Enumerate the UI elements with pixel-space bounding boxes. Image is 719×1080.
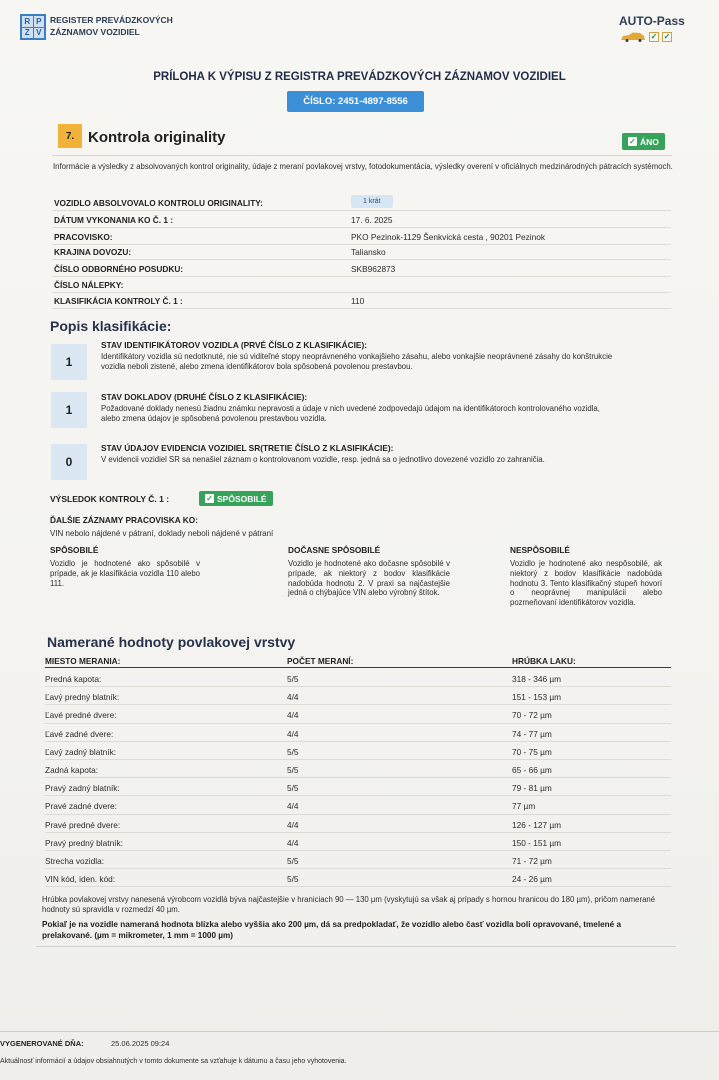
detail-row — [53, 292, 671, 309]
legend-heading: SPÔSOBILÉ — [50, 545, 99, 555]
measurement-location: Ľavé predné dvere: — [45, 710, 117, 721]
generated-value: 25.06.2025 09:24 — [111, 1039, 170, 1048]
legend-text: Vozidlo je hodnotené ako dočasne spôsobilé v prípade, ak niektorý z bodov klasifikácie nadobúda hodnotu 2. V praxi sa najčastejšie jedná o chýbajúce VIN alebo výrobný štítok. — [288, 559, 450, 598]
measurement-location: Pravé predné dvere: — [45, 819, 121, 830]
classification-text: Identifikátory vozidla sú nedotknuté, nie sú viditeľné stopy neoprávneného vonkajšieho zásahu, alebo vonkajšie neoprávnené zásahy do konštrukcie vozidla neboli zistené, alebo zmena identifikátorov bola spôsobená povolenou prestavbou. — [101, 352, 613, 371]
measurement-location: Pravý zadný blatník: — [45, 783, 120, 794]
section-title: Kontrola originality — [88, 129, 226, 146]
section-intro: Informácie a výsledky z absolvovaných kontrol originality, údaje z meraní povlakovej vrstvy, fotodokumentácia, výsledky overení v oficiálnych medzinárodných pátracích systémoch. — [53, 162, 673, 171]
paint-thickness: 71 - 72 µm — [512, 856, 552, 866]
measurements-header — [45, 655, 671, 668]
column-header: POČET MERANÍ: — [287, 656, 354, 666]
records-text: VIN nebolo nájdené v pátraní, doklady neboli nájdené v pátraní — [50, 529, 274, 538]
measurement-count: 4/4 — [287, 710, 299, 721]
logo-letter: P — [34, 16, 45, 27]
checkbox-icon: ✓ — [650, 32, 658, 41]
paint-thickness: 77 µm — [512, 801, 536, 812]
paint-thickness: 318 - 346 µm — [512, 674, 562, 684]
column-header: HRÚBKA LAKU: — [512, 656, 576, 666]
table-row — [45, 796, 671, 814]
document-number-badge: ČÍSLO: 2451-4897-8556 — [287, 91, 424, 112]
table-row — [45, 724, 671, 742]
checkbox-icon: ✓ — [663, 32, 671, 41]
detail-value: 17. 6. 2025 — [351, 215, 393, 225]
classification-digit: 1 — [51, 392, 87, 428]
measurement-location: Ľavý zadný blatník: — [45, 746, 117, 757]
detail-label: KLASIFIKÁCIA KONTROLY Č. 1 : — [54, 296, 183, 306]
section-divider — [52, 155, 672, 156]
table-row — [45, 869, 671, 887]
measurement-location: Strecha vozidla: — [45, 856, 105, 866]
measurement-location: Pravé zadné dvere: — [45, 801, 117, 812]
measurement-count: 5/5 — [287, 746, 299, 757]
legend-heading: DOČASNE SPÔSOBILÉ — [288, 545, 381, 555]
measurement-count: 4/4 — [287, 801, 299, 812]
register-name — [50, 14, 173, 38]
table-row — [45, 815, 671, 833]
classification-digit: 0 — [51, 444, 87, 480]
classification-digit: 1 — [51, 344, 87, 380]
logo-letter: R — [22, 16, 33, 27]
paint-thickness: 65 - 66 µm — [512, 765, 552, 775]
classification-text: V evidencii vozidiel SR sa nenašiel záznam o kontrolovanom vozidle, resp. jedná sa o jednotlivo dovezené vozidlo zo zahraničia. — [101, 455, 545, 464]
car-icon — [620, 32, 646, 42]
measurement-location: VIN kód, iden. kód: — [45, 874, 116, 885]
detail-row — [53, 194, 671, 211]
measurement-count: 5/5 — [287, 674, 299, 684]
rpzv-logo — [20, 14, 46, 40]
measurement-location: Ľavé zadné dvere: — [45, 728, 114, 739]
measurement-count: 4/4 — [287, 819, 299, 830]
result-label: VÝSLEDOK KONTROLY Č. 1 : — [50, 494, 170, 504]
detail-label: ČÍSLO NÁLEPKY: — [54, 280, 124, 290]
result-badge-label: SPÔSOBILÉ — [217, 493, 267, 504]
classification-heading: STAV DOKLADOV (DRUHÉ ČÍSLO Z KLASIFIKÁCIE): — [101, 392, 308, 402]
classification-heading: STAV IDENTIFIKÁTOROV VOZIDLA (PRVÉ ČÍSLO Z KLASIFIKÁCIE): — [101, 340, 367, 350]
detail-value: Taliansko — [351, 247, 386, 257]
table-row — [45, 669, 671, 687]
document-title: PRÍLOHA K VÝPISU Z REGISTRA PREVÁDZKOVÝCH ZÁZNAMOV VOZIDIEL — [153, 71, 566, 83]
measurement-count: 5/5 — [287, 856, 299, 866]
detail-label: KRAJINA DOVOZU: — [54, 247, 132, 257]
footer-divider — [0, 1031, 719, 1032]
measurement-count: 5/5 — [287, 765, 299, 775]
detail-label: VOZIDLO ABSOLVOVALO KONTROLU ORIGINALITY: — [54, 198, 263, 208]
detail-row — [53, 276, 671, 293]
detail-value: PKO Pezinok-1129 Šenkvická cesta , 90201 Pezinok — [351, 232, 546, 242]
register-name-line1: REGISTER PREVÁDZKOVÝCH — [50, 15, 173, 25]
detail-row — [53, 260, 671, 277]
measurement-location: Zadná kapota: — [45, 765, 99, 775]
check-icon: ✓ — [629, 137, 636, 146]
check-icon: ✓ — [206, 494, 213, 503]
detail-value: 110 — [351, 296, 365, 306]
paint-thickness: 74 - 77 µm — [512, 728, 552, 739]
paint-thickness: 79 - 81 µm — [512, 783, 552, 794]
section-number: 7. — [58, 124, 82, 148]
generated-label: VYGENEROVANÉ DŇA: — [0, 1039, 84, 1048]
measurement-count: 4/4 — [287, 837, 299, 848]
paint-thickness: 70 - 72 µm — [512, 710, 552, 721]
measurement-location: Ľavý predný blatník: — [45, 692, 120, 703]
paint-thickness: 126 - 127 µm — [512, 819, 562, 830]
measurements-warning: Pokiaľ je na vozidle nameraná hodnota blízka alebo vyššia ako 200 µm, dá sa predpokladať, že vozidlo alebo časť vozidla boli opravované, tmelené a prelakované. (µm = mikrometer, 1 mm = 1000 µm) — [42, 920, 622, 940]
detail-label: DÁTUM VYKONANIA KO Č. 1 : — [54, 215, 174, 225]
legend-text: Vozidlo je hodnotené ako nespôsobilé, ak niektorý z bodov klasifikácie nadobúda hodnotu 3. Tento klasifikačný stupeň hovorí o neoprávnej manipulácii alebo pozmeňovaní identifikátorov vozidla. — [510, 559, 662, 608]
footer-disclaimer: Aktuálnosť informácií a údajov obsiahnutých v tomto dokumente sa vzťahuje k dátumu a času jeho vyhotovenia. — [0, 1058, 347, 1065]
detail-row — [53, 243, 671, 260]
classification-heading: STAV ÚDAJOV EVIDENCIA VOZIDIEL SR(TRETIE ČÍSLO Z KLASIFIKÁCIE): — [101, 443, 394, 453]
records-heading: ĎALŠIE ZÁZNAMY PRACOVISKA KO: — [50, 515, 198, 525]
auto-pass-icons — [620, 32, 672, 42]
table-row — [45, 833, 671, 851]
legend-heading: NESPÔSOBILÉ — [510, 545, 570, 555]
measurement-location: Predná kapota: — [45, 674, 102, 684]
table-row — [45, 687, 671, 705]
paint-thickness: 24 - 26 µm — [512, 874, 552, 885]
table-row — [45, 851, 671, 869]
legend-text: Vozidlo je hodnotené ako spôsobilé v prípade, ak je klasifikácia vozidla 110 alebo 111. — [50, 559, 200, 588]
detail-label: PRACOVISKO: — [54, 232, 113, 242]
measurements-title: Namerané hodnoty povlakovej vrstvy — [47, 634, 296, 650]
paint-thickness: 150 - 151 µm — [512, 837, 562, 848]
auto-pass-brand: AUTO-Pass — [619, 14, 685, 28]
table-row — [45, 705, 671, 723]
classification-text: Požadované doklady nenesú žiadnu známku nepravosti a údaje v nich uvedené zodpovedajú údajom na identifikátoroch kontrolovaného vozidla, alebo zmena údajov je spôsobená povolenou prestavbou vozidla. — [101, 404, 600, 423]
classification-title: Popis klasifikácie: — [50, 318, 172, 334]
logo-letter: Z — [22, 28, 33, 39]
table-row — [45, 778, 671, 796]
detail-label: ČÍSLO ODBORNÉHO POSUDKU: — [54, 264, 184, 274]
paint-thickness: 151 - 153 µm — [512, 692, 562, 703]
paint-thickness: 70 - 75 µm — [512, 746, 552, 757]
measurement-count: 5/5 — [287, 874, 299, 885]
measurement-count: 4/4 — [287, 692, 299, 703]
column-header: MIESTO MERANIA: — [45, 656, 121, 666]
detail-row — [53, 211, 671, 228]
measurement-count: 4/4 — [287, 728, 299, 739]
table-row — [45, 760, 671, 778]
detail-value: SKB962873 — [351, 264, 396, 274]
measurement-count: 5/5 — [287, 783, 299, 794]
status-badge — [622, 133, 665, 150]
measurements-note: Hrúbka povlakovej vrstvy nanesená výrobcom vozidlá býva najčastejšie v hraniciach 90 — 130 µm (vyskytujú sa však aj prípady s hornou hranicou do 180 µm), pričom namerané hodnoty sú spravidla v rozmedzí 40 µm. — [42, 895, 656, 914]
result-badge — [199, 491, 273, 506]
section-bottom-divider — [36, 946, 676, 947]
logo-letter: V — [34, 28, 45, 39]
control-count-pill: 1 krát — [351, 195, 393, 208]
measurement-location: Pravý predný blatník: — [45, 837, 123, 848]
status-badge-label: ÁNO — [640, 136, 659, 147]
table-row — [45, 742, 671, 760]
register-name-line2: ZÁZNAMOV VOZIDIEL — [50, 27, 140, 37]
